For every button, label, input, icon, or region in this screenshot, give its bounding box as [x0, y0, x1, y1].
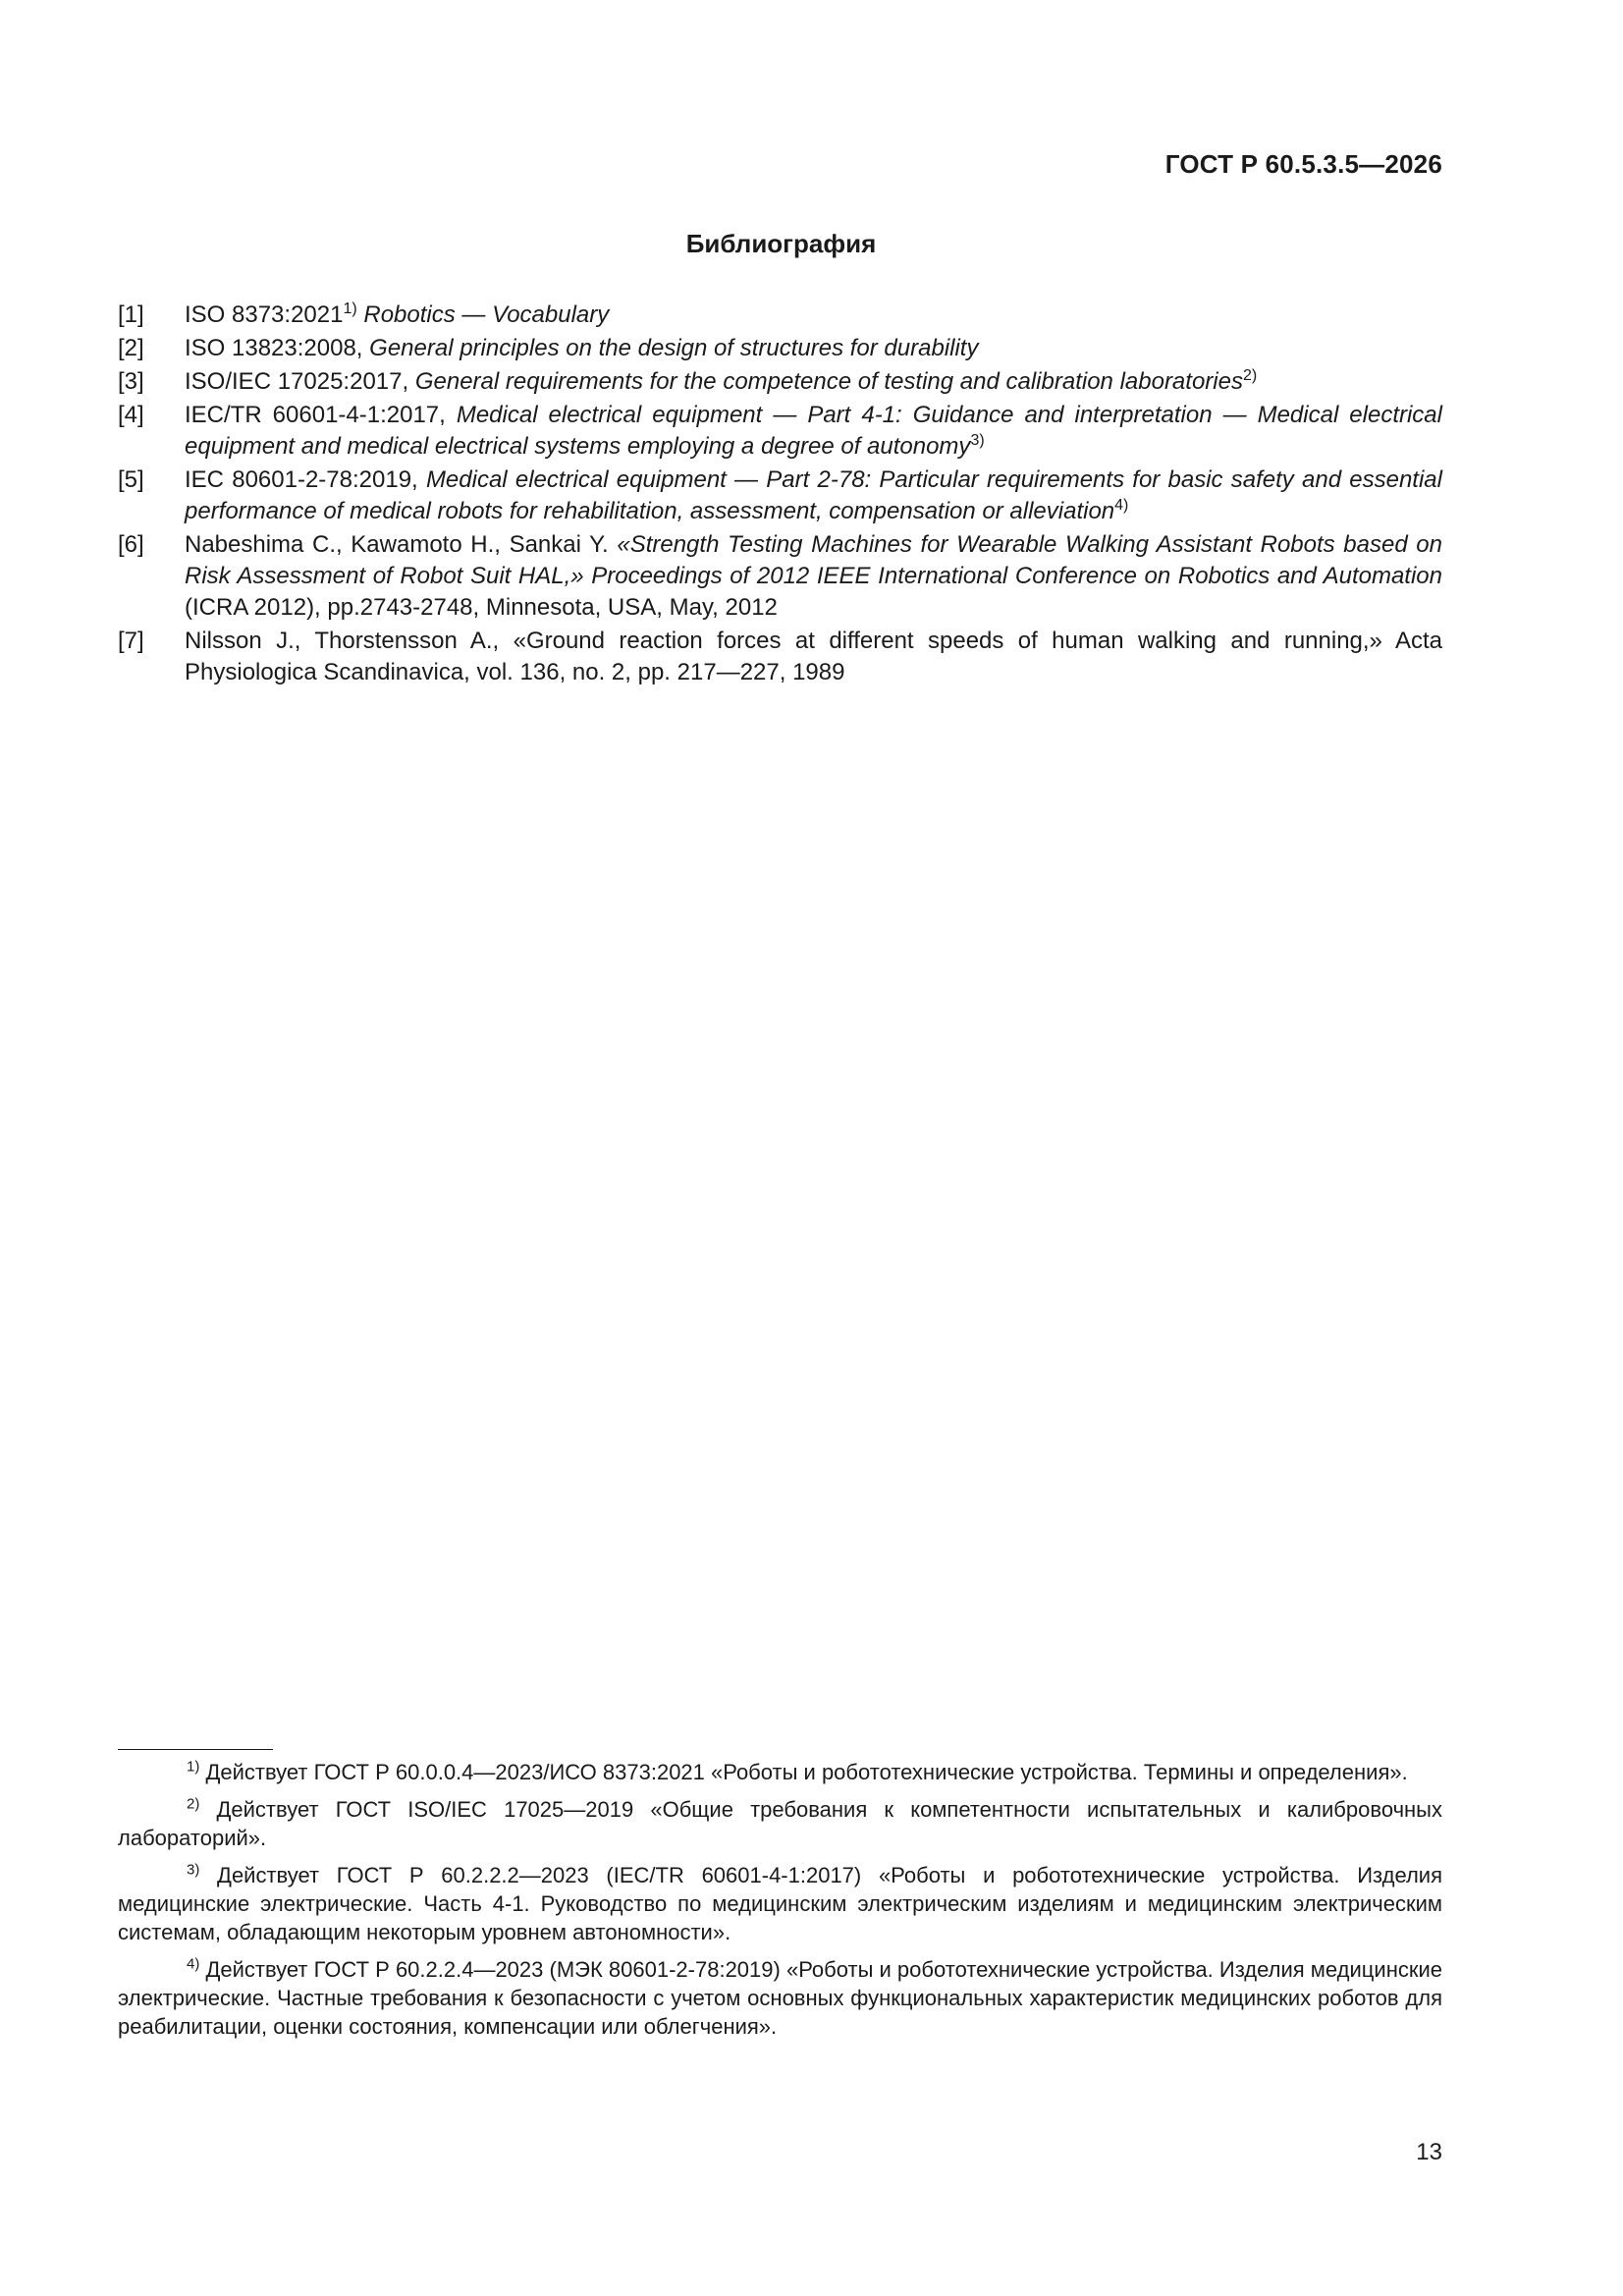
footnote-mark: 1) [343, 301, 357, 317]
footnote-text: Действует ГОСТ Р 60.0.0.4—2023/ИСО 8373:2021 «Роботы и робототехнические устройства. Термины и определения». [199, 1760, 1408, 1784]
entry-text [185, 300, 1442, 331]
entry-number: [5] [118, 466, 144, 493]
entry-reference: ISO 13823:2008, [185, 335, 370, 361]
footnote-mark: 2) [187, 1795, 200, 1813]
entry-title: General principles on the design of structures for durability [369, 335, 979, 361]
footnote-mark: 3) [970, 432, 985, 449]
entry-number: [2] [118, 335, 144, 361]
entry-reference: ISO 8373:2021 [185, 301, 344, 328]
footnote-mark: 4) [187, 1955, 200, 1973]
bibliography-entry-3 [118, 366, 1442, 398]
bibliography-entry-2 [118, 333, 1442, 364]
entry-title: Medical electrical equipment — Part 2-78: Particular requirements for basic safety and essential performance of medical robots for rehabilitation, assessment, compensation or alleviation [185, 466, 1442, 524]
entry-reference: IEC/TR 60601-4-1:2017, [185, 402, 457, 428]
footnote-mark: 2) [1242, 367, 1258, 384]
footnote-3 [118, 1861, 1442, 1946]
footnote-text: Действует ГОСТ Р 60.2.2.2—2023 (IEC/TR 60601-4-1:2017) «Роботы и робототехнические устройства. Изделия медицинские электрические. Часть 4-1. Руководство по медицинским электрическим изделиям и медицинским электрическим системам, обладающим некоторым уровнем автономности». [118, 1863, 1442, 1944]
footnote-separator [118, 1749, 273, 1750]
entry-title: «Strength Testing Machines for Wearable Walking Assistant Robots based on Risk Assessment of Robot Suit HAL,» Proceedings of 2012 IEEE International Conference on Robotics and Automation [185, 531, 1442, 589]
entry-text [185, 333, 1442, 364]
entry-suffix: (ICRA 2012), pp.2743-2748, Minnesota, USA, May, 2012 [185, 594, 778, 621]
footnote-mark: 4) [1114, 497, 1129, 514]
footnotes [118, 1758, 1442, 2050]
footnote-1 [118, 1758, 1442, 1786]
entry-number: [4] [118, 402, 144, 428]
entry-reference: Nabeshima C., Kawamoto H., Sankai Y. [185, 531, 618, 558]
footnote-text: Действует ГОСТ Р 60.2.2.4—2023 (МЭК 80601-2-78:2019) «Роботы и робототехнические устройства. Изделия медицинские электрические. Частные требования к безопасности с учетом основных функциональных характеристик медицинских роботов для реабилитации, оценки состояния, компенсации или облегчения». [118, 1957, 1442, 2039]
bibliography-entry-6 [118, 529, 1442, 624]
footnote-2 [118, 1795, 1442, 1852]
entry-reference: Nilsson J., Thorstensson A., «Ground reaction forces at different speeds of human walking and running,» Acta Physiologica Scandinavica, vol. 136, no. 2, pp. 217—227, 1989 [185, 628, 1442, 685]
entry-text [185, 465, 1442, 527]
document-code: ГОСТ Р 60.5.3.5—2026 [1164, 149, 1442, 179]
footnote-text: Действует ГОСТ ISO/IEC 17025—2019 «Общие требования к компетентности испытательных и калибровочных лабораторий». [118, 1797, 1442, 1850]
page-number: 13 [1416, 2139, 1442, 2165]
entry-text [185, 366, 1442, 398]
entry-title: General requirements for the competence of testing and calibration laboratories [414, 368, 1243, 395]
entry-number: [1] [118, 301, 144, 328]
footnote-mark: 3) [187, 1861, 200, 1879]
entry-text [185, 529, 1442, 624]
footnote-4 [118, 1955, 1442, 2041]
footnote-mark: 1) [187, 1758, 200, 1776]
entry-text [185, 400, 1442, 463]
entry-reference: ISO/IEC 17025:2017, [185, 368, 415, 395]
entry-number: [6] [118, 531, 144, 558]
entry-reference: IEC 80601-2-78:2019, [185, 466, 426, 493]
bibliography-entry-7 [118, 626, 1442, 688]
bibliography-list [118, 300, 1442, 690]
entry-number: [3] [118, 368, 144, 395]
entry-title: Medical electrical equipment — Part 4-1: Guidance and interpretation — Medical electrical equipment and medical electrical systems employing a degree of autonomy [185, 402, 1442, 460]
entry-text [185, 626, 1442, 688]
bibliography-entry-4 [118, 400, 1442, 463]
section-title: Библиография [685, 229, 877, 258]
entry-title: Robotics — Vocabulary [356, 301, 610, 328]
bibliography-entry-1 [118, 300, 1442, 331]
bibliography-entry-5 [118, 465, 1442, 527]
entry-number: [7] [118, 628, 144, 654]
